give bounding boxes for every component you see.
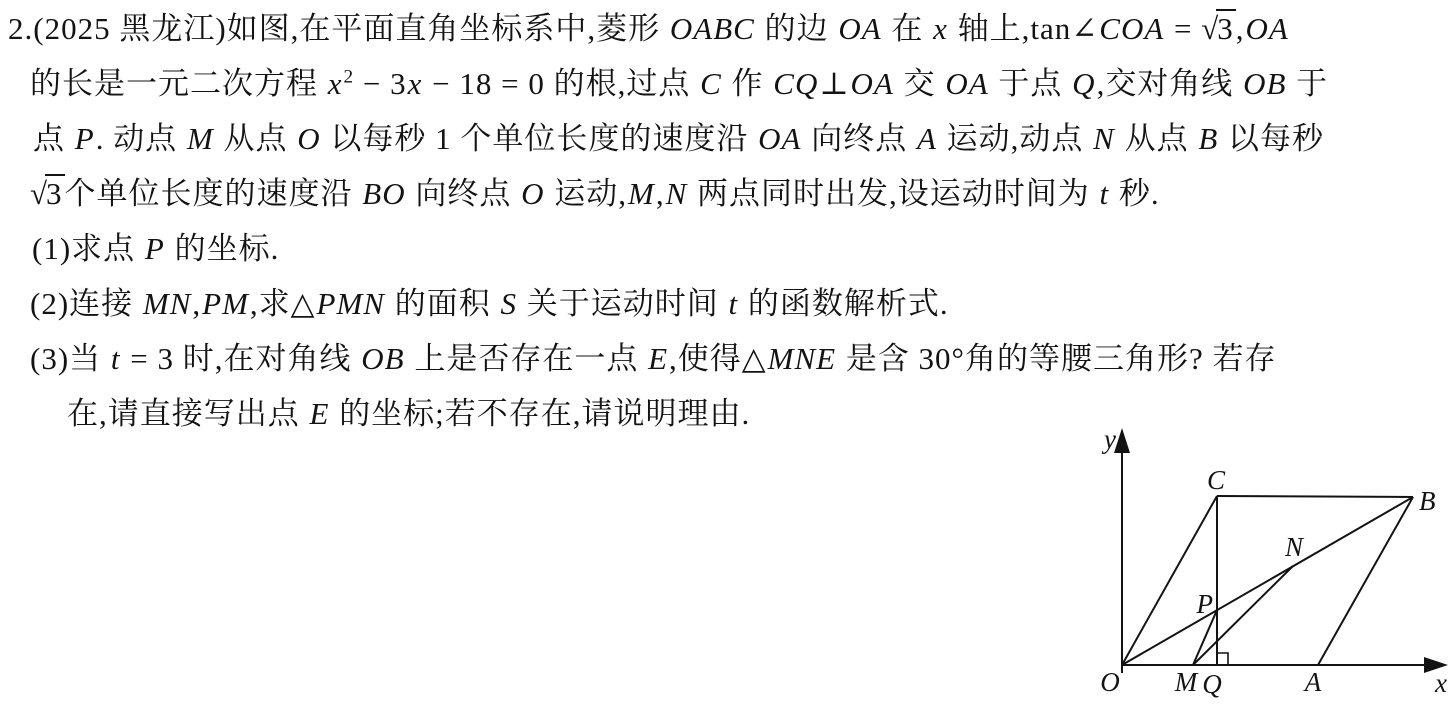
math-variable: COA — [1099, 11, 1165, 46]
radicand: 3 — [46, 176, 63, 211]
text-run: (2)连接 — [30, 286, 142, 321]
radicand: 3 — [1217, 11, 1234, 46]
text-run: − 18 = 0 的根,过点 — [423, 66, 700, 101]
math-variable: MNE — [767, 341, 837, 376]
text-run: 向终点 — [802, 121, 916, 156]
text-run: 轴上,tan∠ — [948, 11, 1099, 46]
text-run: ,交对角线 — [1096, 66, 1243, 101]
text-run: ⊥ — [819, 66, 850, 101]
math-variable: S — [500, 286, 517, 321]
math-variable: OB — [361, 341, 405, 376]
text-run: ,使得△ — [669, 341, 767, 376]
text-run: 的面积 — [385, 286, 500, 321]
problem-line-7 — [30, 335, 1276, 382]
problem-line-6 — [30, 280, 949, 327]
math-variable: MN — [142, 286, 192, 321]
math-variable: OA — [850, 66, 894, 101]
label-point-m: M — [1174, 667, 1198, 697]
figure-coordinate-diagram — [1085, 420, 1454, 707]
math-variable: N — [665, 176, 688, 211]
math-variable: M — [627, 176, 655, 211]
text-run: 从点 — [1115, 121, 1198, 156]
math-variable: P — [144, 231, 165, 266]
math-variable: B — [1198, 121, 1219, 156]
math-variable: P — [74, 121, 95, 156]
rhombus-side-ab — [1318, 497, 1413, 665]
text-run: . 动点 — [95, 121, 186, 156]
math-variable: M — [186, 121, 214, 156]
math-variable: t — [110, 341, 121, 376]
text-run: = 3 时,在对角线 — [121, 341, 361, 376]
sqrt-expression — [1201, 11, 1236, 46]
label-point-o: O — [1100, 667, 1120, 697]
text-run: (3)当 — [30, 341, 110, 376]
problem-line-3 — [33, 115, 1324, 162]
math-variable: t — [1099, 176, 1110, 211]
math-variable: x — [327, 66, 343, 101]
problem-line-4 — [30, 170, 1160, 217]
text-run: 是含 30°角的等腰三角形? 若存 — [837, 341, 1277, 376]
text-run: 以每秒 1 个单位长度的速度沿 — [321, 121, 758, 156]
text-run: 的坐标. — [165, 231, 280, 266]
math-variable: N — [1093, 121, 1115, 156]
math-variable: O — [297, 121, 321, 156]
text-run: 两点同时出发,设运动时间为 — [688, 176, 1099, 211]
math-variable: OABC — [669, 11, 755, 46]
text-run: , — [655, 176, 665, 211]
text-run: 点 — [33, 121, 74, 156]
math-variable: OA — [838, 11, 882, 46]
sqrt-expression — [30, 176, 65, 211]
text-run: 从点 — [214, 121, 297, 156]
text-run: 于 — [1287, 66, 1329, 101]
math-variable: O — [521, 176, 545, 211]
math-variable: PMN — [316, 286, 385, 321]
text-run: − 3 — [354, 66, 407, 101]
label-point-a: A — [1304, 667, 1322, 697]
text-run: 的坐标;若不存在,请说明理由. — [330, 396, 751, 431]
text-run: 向终点 — [406, 176, 521, 211]
text-run: 的函数解析式. — [739, 286, 949, 321]
text-run: 在,请直接写出点 — [67, 396, 309, 431]
math-variable: A — [916, 121, 937, 156]
y-axis-arrow-icon — [1114, 428, 1130, 453]
text-run: = — [1165, 11, 1202, 46]
problem-line-5 — [32, 225, 279, 272]
text-run: 运动, — [545, 176, 627, 211]
math-variable: OA — [1245, 11, 1289, 46]
math-variable: PM — [202, 286, 249, 321]
math-variable: OA — [945, 66, 989, 101]
text-run: 的长是一元二次方程 — [30, 66, 327, 101]
label-point-q: Q — [1202, 669, 1222, 699]
text-run: 以每秒 — [1219, 121, 1325, 156]
text-run: 上是否存在一点 — [405, 341, 648, 376]
superscript: 2 — [343, 66, 355, 88]
text-run: 的边 — [755, 11, 838, 46]
math-variable: x — [407, 66, 423, 101]
math-variable: Q — [1072, 66, 1096, 101]
label-point-n: N — [1284, 532, 1304, 562]
problem-line-2 — [30, 60, 1328, 107]
math-variable: BO — [362, 176, 406, 211]
math-variable: E — [309, 396, 330, 431]
label-point-p: P — [1196, 589, 1213, 619]
text-run: 在 — [882, 11, 933, 46]
diagonal-ob — [1122, 497, 1413, 665]
math-variable: x — [933, 11, 948, 46]
text-run: 秒. — [1110, 176, 1160, 211]
text-run: 于点 — [989, 66, 1072, 101]
math-variable: C — [700, 66, 722, 101]
figure-svg — [1085, 420, 1454, 707]
text-run: ,求△ — [249, 286, 316, 321]
text-run: (1)求点 — [32, 231, 144, 266]
problem-line-8 — [67, 390, 750, 437]
label-point-b: B — [1419, 486, 1436, 516]
text-run: 2.(2025 黑龙江)如图,在平面直角坐标系中,菱形 — [8, 11, 669, 46]
radical-sign: √ — [1201, 11, 1219, 46]
text-run: , — [192, 286, 202, 321]
label-point-c: C — [1206, 465, 1226, 495]
label-y-axis: y — [1104, 424, 1116, 454]
text-run: 作 — [722, 66, 773, 101]
math-variable: OB — [1243, 66, 1287, 101]
radical-sign: √ — [30, 176, 48, 211]
rhombus-side-oc — [1122, 496, 1217, 665]
problem-line-1 — [8, 5, 1290, 52]
right-angle-mark — [1217, 653, 1228, 665]
rhombus-side-cb — [1217, 496, 1413, 497]
text-run: , — [1235, 11, 1245, 46]
text-run: 个单位长度的速度沿 — [64, 176, 362, 211]
text-run: 运动,动点 — [937, 121, 1093, 156]
math-variable: CQ — [773, 66, 819, 101]
math-variable: t — [728, 286, 739, 321]
math-variable: E — [648, 341, 669, 376]
text-run: 交 — [894, 66, 945, 101]
label-x-axis: x — [1435, 668, 1447, 698]
math-variable: OA — [758, 121, 802, 156]
text-run: 关于运动时间 — [517, 286, 728, 321]
